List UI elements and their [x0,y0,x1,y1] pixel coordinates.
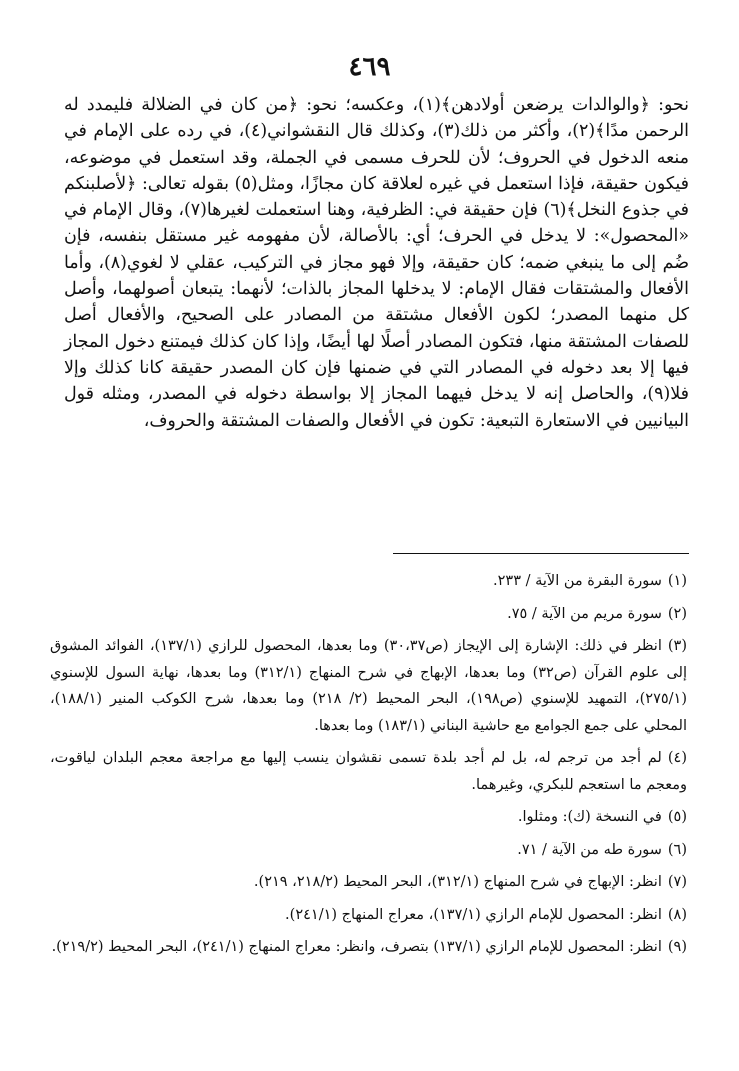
footnote-number: (٦) [667,841,687,858]
footnote-number: (٤) [667,750,687,766]
footnote-number: (٧) [667,874,687,890]
footnote-2 [50,601,687,628]
footnote-text: في النسخة (ك): ومثلوا. [517,809,662,825]
footnote-text: انظر: المحصول للإمام الرازي (١٣٧/١)، معراج المنهاج (٢٤١/١). [285,906,662,923]
footnote-text: لم أجد من ترجم له، بل لم أجد بلدة تسمى نقشوان ينسب إليها مع مراجعة معجم البلدان لياقوت، ومعجم ما استعجم للبكري، وغيرهما. [50,750,687,793]
main-text-block [64,92,689,434]
footnote-1 [50,568,687,595]
footnote-7 [50,869,687,896]
footnote-text: انظر: المحصول للإمام الرازي (١٣٧/١) بتصرف، وانظر: معراج المنهاج (٢٤١/١)، البحر المحيط (٢١٩/٢). [51,939,662,955]
footnote-4 [50,745,687,798]
footnote-8 [50,902,687,929]
footnote-text: سورة البقرة من الآية / ٢٣٣. [493,573,662,589]
footnote-text: سورة طه من الآية / ٧١. [517,841,662,858]
footnote-3 [50,633,687,739]
footnote-number: (٥) [667,809,687,825]
footnote-5 [50,804,687,831]
footnote-number: (٨) [667,906,687,923]
footnote-number: (٢) [667,605,687,622]
footnote-6 [50,837,687,864]
footnote-number: (٩) [667,939,687,955]
footnote-text: انظر: الإبهاج في شرح المنهاج (٣١٢/١)، البحر المحيط (٢١٨/٢، ٢١٩). [253,874,662,890]
footnote-9 [50,934,687,961]
footnote-number: (١) [667,573,687,589]
main-paragraph: نحو: ﴿والوالدات يرضعن أولادهن﴾(١)، وعكسه؛ نحو: ﴿من كان في الضلالة فليمدد له الرحمن مدًا﴾(٢)، وأكثر من ذلك(٣)، وكذلك قال النقشواني(٤)، في رده على الإمام في منعه الدخول في الحروف؛ لأن للحرف مسمى في الجملة، وقد استعمل في موضوعه، فيكون حقيقة، فإذا استعمل في غيره لعلاقة كان مجازًا، ومثل(٥) بقوله تعالى: ﴿لأصلبنكم في جذوع النخل﴾(٦) فإن حقيقة في: الظرفية، وهنا استعملت لغيرها(٧)، وقال الإمام في «المحصول»: لا يدخل في الحرف؛ أي: بالأصالة، لأن مفهومه غير مستقل بنفسه، فإن ضُم إلى ما ينبغي ضمه؛ كان حقيقة، وإلا فهو مجاز في التركيب، عقلي لا لغوي(٨)، وأما الأفعال والمشتقات فقال الإمام: لا يدخلها المجاز بالذات؛ لأنهما: يتبعان أصولهما، وأصل كل منهما المصدر؛ لكون الأفعال مشتقة من المصادر على الصحيح، والأفعال أصل للصفات المشتقة منها، فتكون المصادر أصلًا لها أيضًا، وإذا كان كذلك فيمتنع دخول المجاز فيها إلا بعد دخوله في المصادر التي في ضمنها فإن كان المصدر حقيقة كانا كذلك وإلا فلا(٩)، والحاصل إنه لا يدخل فيهما المجاز إلا بواسطة دخوله في المصدر، ومثله قول البيانيين في الاستعارة التبعية: تكون في الأفعال والصفات المشتقة والحروف، [63,95,689,431]
footnote-number: (٣) [667,638,687,654]
footnote-separator [393,553,689,554]
footnote-text: انظر في ذلك: الإشارة إلى الإيجاز (ص٣٠،٣٧) وما بعدها، المحصول للرازي (١٣٧/١)، الفوائد المشوق إلى علوم القرآن (ص٣٢) وما بعدها، الإبهاج في شرح المنهاج (٣١٢/١) وما بعدها، نهاية السول للإسنوي (٢٧٥/١)، التمهيد للإسنوي (ص١٩٨)، البحر المحيط (٢/ ٢١٨) وما بعدها، شرح الكوكب المنير (١٨٨/١)، المحلي على جمع الجوامع مع حاشية البناني (١٨٣/١) وما بعدها. [50,638,687,734]
page-number: ٤٦٩ [348,52,391,82]
footnotes-block [50,568,687,967]
footnote-text: سورة مريم من الآية / ٧٥. [507,605,662,622]
